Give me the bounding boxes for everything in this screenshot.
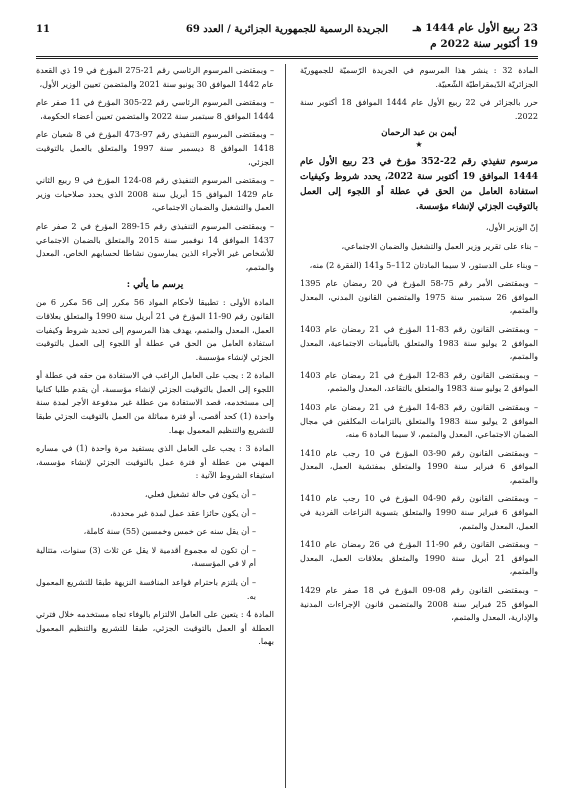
- decree-title: مرسوم تنفيذي رقم 22-352 مؤرخ في 23 ربيع الأول عام 1444 الموافق 19 أكتوبر سنة 2022، يحدد شروط وكيفيات استفادة العامل من الحق في عطلة أو اللجوء إلى العمل بالتوقيت الجزئي لإنشاء مؤسسة.: [300, 157, 538, 213]
- header-journal-title: الجريدة الرسمية للجمهورية الجزائرية / العدد 69: [185, 24, 388, 35]
- text-columns: [36, 64, 538, 788]
- preamble-item: – وبمقتضى المرسوم التنفيذي رقم 15-289 المؤرخ في 2 صفر عام 1437 الموافق 14 نوفمبر سنة 2015 والمتعلق بالضمان الاجتماعي للأشخاص غير الأجراء الذين يمارسون نشاطا لحسابهم الخاص، المعدل والمتمم،: [36, 220, 274, 272]
- header-date-gregorian: 19 أكتوبر سنة 2022 م: [430, 38, 538, 50]
- signatory: أيمن بن عبد الرحمان: [381, 128, 457, 139]
- article-2: المادة 2 : يجب على العامل الراغب في الاستفادة من حقه في عطلة أو اللجوء إلى العمل بالتوقيت الجزئي لإنشاء مؤسسة، أن يقدم طلبا كتابيا إلى مستخدمه، قصد الاستفادة من عطلة غير مدفوعة الأجر لمدة سنة واحدة (1) كحد أقصى، أو فترة مماثلة من العمل بالتوقيت الجزئي طبقا للتشريع والتنظيم المعمول بهما.: [36, 370, 274, 435]
- header-date-hijri: 23 ربيع الأول عام 1444 هـ: [412, 22, 538, 34]
- preamble-item: – وبمقتضى القانون رقم 90-11 المؤرخ في 26 رمضان عام 1410 الموافق 21 أبريل سنة 1990 والمتعلق بعلاقات العمل، المعدل والمتمم،: [300, 539, 538, 577]
- preamble-item: – وبمقتضى المرسوم التنفيذي رقم 08-124 المؤرخ في 9 ربيع الثاني عام 1429 الموافق 15 أبريل سنة 2008 الذي يحدد صلاحيات وزير العمل والتشغيل والضمان الاجتماعي،: [36, 175, 274, 213]
- preamble-item: – وبمقتضى القانون رقم 83-14 المؤرخ في 21 رمضان عام 1403 الموافق 2 يوليو سنة 1983 والمتعلق بالتزامات المكلفين في مجال الضمان الاجتماعي، المعدل والمتمم، لا سيما المادة 6 منه،: [300, 401, 538, 440]
- preamble-item: – وبمقتضى القانون رقم 83-12 المؤرخ في 21 رمضان عام 1403 الموافق 2 يوليو سنة 1983 والمتعلق بالتقاعد، المعدل والمتمم،: [300, 369, 538, 394]
- page-header: [36, 20, 538, 62]
- preamble-item: – وبمقتضى القانون رقم 90-04 المؤرخ في 10 رجب عام 1410 الموافق 6 فبراير سنة 1990 والمتعلق بتسوية النزاعات الفردية في العمل، المعدل والمتمم،: [300, 493, 538, 531]
- right-column: [300, 64, 538, 788]
- header-page-number: 11: [36, 24, 50, 35]
- article-1: المادة الأولى : تطبيقا لأحكام المواد 56 مكرر إلى 56 مكرر 6 من القانون رقم 90-11 المؤرخ في 21 أبريل سنة 1990 والمتعلق بعلاقات العمل، المعدل والمتمم، يهدف هذا المرسوم إلى تحديد شروط وكيفيات استفادة العامل من الحق في عطلة أو اللجوء إلى العمل بالتوقيت الجزئي لإنشاء مؤسسة.: [36, 297, 274, 362]
- prime-minister-preamble: إنّ الوزير الأول،: [485, 222, 538, 233]
- left-column: [36, 64, 274, 788]
- preamble-item: – وبمقتضى المرسوم الرئاسي رقم 22-305 المؤرخ في 11 صفر عام 1444 الموافق 8 سبتمبر سنة 2022 والمتضمن تعيين أعضاء الحكومة،: [36, 97, 274, 121]
- preamble-item: – وبمقتضى الأمر رقم 75-58 المؤرخ في 20 رمضان عام 1395 الموافق 26 سبتمبر سنة 1975 والمتضمن القانون المدني، المعدل والمتمم،: [300, 278, 538, 316]
- condition-item: – أن يكون في حالة تشغيل فعلي،: [144, 489, 256, 500]
- preamble-item: – وبمقتضى القانون رقم 90-03 المؤرخ في 10 رجب عام 1410 الموافق 6 فبراير سنة 1990 والمتعلق بمفتشية العمل، المعدل والمتمم،: [300, 447, 538, 485]
- preamble-item: – وبمقتضى المرسوم التنفيذي رقم 97-473 المؤرخ في 8 شعبان عام 1418 الموافق 8 ديسمبر سنة 1997 والمتعلق بالعمل بالتوقيت الجزئي،: [36, 129, 274, 167]
- article-4: المادة 4 : يتعين على العامل الالتزام بالوفاء تجاه مستخدمه خلال فترتي العطلة أو العمل بالتوقيت الجزئي، طبقا للتشريع والتنظيم المعمول بهما.: [36, 609, 274, 647]
- signing-place-date: حرر بالجزائر في 22 ربيع الأول عام 1444 الموافق 18 أكتوبر سنة 2022.: [300, 97, 538, 121]
- separator-star: ★: [415, 140, 423, 150]
- preamble-item: – بناء على تقرير وزير العمل والتشغيل والضمان الاجتماعي،: [341, 240, 538, 251]
- condition-item: – أن يلتزم باحترام قواعد المنافسة النزيهة طبقا للتشريع المعمول به.: [36, 577, 256, 601]
- preamble-item: – وبناء على الدستور، لا سيما المادتان 112–5 و141 (الفقرة 2) منه،: [309, 259, 538, 270]
- article-3: المادة 3 : يجب على العامل الذي يستفيد مرة واحدة (1) في مساره المهني من عطلة أو فترة عمل بالتوقيت الجزئي لإنشاء مؤسسة، استيفاء الشروط الآتية :: [36, 443, 274, 481]
- header-dates: [413, 20, 538, 52]
- header-rule: [36, 56, 538, 59]
- decrees-heading: يرسم ما يأتي :: [126, 280, 184, 291]
- condition-item: – أن يكون حائزا عقد عمل لمدة غير محددة،: [110, 507, 256, 518]
- preamble-item: – وبمقتضى القانون رقم 08-09 المؤرخ في 18 صفر عام 1429 الموافق 25 فبراير سنة 2008 والمتضمن قانون الإجراءات المدنية والإدارية، المعدل والمتمم،: [300, 585, 538, 623]
- preamble-item: – وبمقتضى المرسوم الرئاسي رقم 21-275 المؤرخ في 19 ذي القعدة عام 1442 الموافق 30 يونيو سنة 2021 والمتضمن تعيين الوزير الأول،: [36, 65, 274, 89]
- condition-item: – أن تكون له مجموع أقدمية لا يقل عن ثلاث (3) سنوات، متتالية أم لا في المؤسسة،: [36, 544, 257, 569]
- article-32: المادة 32 : ينشر هذا المرسوم في الجريدة الرّسميّة للجمهوريّة الجزائريّة الدّيمقراطيّة الشّعبيّة.: [300, 65, 538, 89]
- column-divider: [285, 64, 286, 788]
- condition-item: – أن يقل سنه عن خمس وخمسين (55) سنة كاملة،: [83, 526, 256, 537]
- preamble-item: – وبمقتضى القانون رقم 83-11 المؤرخ في 21 رمضان عام 1403 الموافق 2 يوليو سنة 1983 والمتعلق بالتأمينات الاجتماعية، المعدل والمتمم،: [300, 323, 538, 362]
